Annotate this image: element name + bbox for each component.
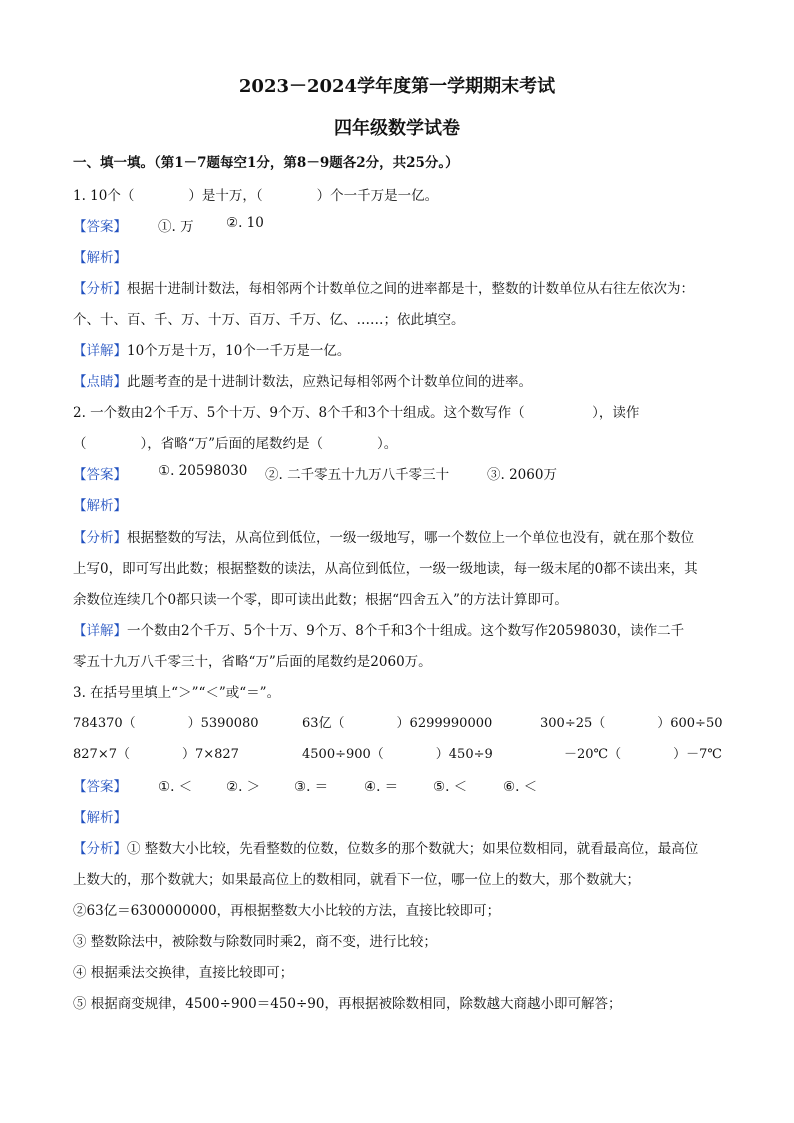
- q3-item-6: －20℃（ ）－7℃: [564, 747, 722, 762]
- q2-question-line1: 2. 一个数由2个千万、5个十万、9个万、8个千和3个十组成。这个数写作（ ），读作: [73, 405, 640, 421]
- q2-fenxi-line2: 上写0，即可写出此数；根据整数的读法，从高位到低位，一级一级地读，每一级末尾的0都不读出来，其: [73, 561, 698, 577]
- q2-xiangjie-line2: 零五十九万八千零三十，省略“万”后面的尾数约是2060万。: [73, 654, 432, 670]
- q1-fenxi-line1: [73, 277, 694, 297]
- q3-fenxi-line4: ③ 整数除法中，被除数与除数同时乘2，商不变，进行比较；: [73, 934, 437, 950]
- xiangjie-tag: 【详解】: [73, 623, 127, 639]
- q3-item-5: 4500÷900（ ）450÷9: [302, 747, 493, 762]
- q3-item-4: 827×7（ ）7×827: [73, 747, 239, 762]
- q3-question: 3. 在括号里填上“＞”“＜”或“＝”。: [73, 685, 281, 701]
- q1-analysis-tag: 【解析】: [73, 250, 127, 266]
- dianjing-tag: 【点睛】: [73, 374, 127, 390]
- q2-answer-1: ①. 20598030: [158, 463, 248, 479]
- q3-fenxi-line5: ④ 根据乘法交换律，直接比较即可；: [73, 965, 294, 981]
- q1-fenxi-text1: 根据十进制计数法，每相邻两个计数单位之间的进率都是十，整数的计数单位从右往左依次为：: [127, 281, 694, 297]
- q1-dianjing-text: 此题考查的是十进制计数法，应熟记每相邻两个计数单位间的进率。: [127, 374, 532, 390]
- q3-answer-2: ②. ＞: [226, 779, 261, 795]
- q3-answer-1: ①. ＜: [158, 779, 193, 795]
- fenxi-tag: 【分析】: [73, 841, 127, 857]
- q3-answer-5: ⑤. ＜: [433, 779, 468, 795]
- q3-answer-3: ③. ＝: [294, 779, 329, 795]
- q3-fenxi-line1: [73, 837, 698, 857]
- q3-fenxi-line2: 上数大的，那个数就大；如果最高位上的数相同，就看下一位，哪一位上的数大，那个数就大；: [73, 872, 640, 888]
- section-heading: 一、填一填。（第1－7题每空1分，第8－9题各2分，共25分。）: [73, 155, 459, 171]
- q3-fenxi-text1: ① 整数大小比较，先看整数的位数，位数多的那个数就大；如果位数相同，就看最高位，最高位: [127, 841, 699, 857]
- q2-question-line2: （ ），省略“万”后面的尾数约是（ ）。: [73, 436, 398, 452]
- q3-item-2: 63亿（ ）6299990000: [302, 716, 493, 731]
- q2-analysis-tag: 【解析】: [73, 498, 127, 514]
- q1-xiangjie: [73, 339, 350, 359]
- xiangjie-tag: 【详解】: [73, 343, 127, 359]
- q1-dianjing: [73, 370, 532, 390]
- exam-subtitle: 四年级数学试卷: [334, 118, 460, 139]
- q1-fenxi-line2: 个、十、百、千、万、十万、百万、千万、亿、……；依此填空。: [73, 312, 465, 328]
- q2-answer-2: ②. 二千零五十九万八千零三十: [265, 467, 450, 483]
- q2-answer-3: ③. 2060万: [487, 467, 557, 483]
- q3-fenxi-line3: ②63亿＝6300000000，再根据整数大小比较的方法，直接比较即可；: [73, 903, 501, 919]
- q1-answer-1: ①. 万: [158, 219, 194, 235]
- q2-fenxi-line3: 余数位连续几个0都只读一个零，即可读出此数；根据“四舍五入”的方法计算即可。: [73, 592, 568, 608]
- fenxi-tag: 【分析】: [73, 281, 127, 297]
- q2-fenxi-text1: 根据整数的写法，从高位到低位，一级一级地写，哪一个数位上一个单位也没有，就在那个数位: [127, 530, 694, 546]
- q1-answer-2: ②. 10: [226, 215, 264, 231]
- q2-xiangjie-line1: [73, 619, 684, 639]
- q1-xiangjie-text: 10个万是十万，10个一千万是一亿。: [127, 343, 351, 359]
- q3-item-3: 300÷25（ ）600÷50: [540, 716, 723, 731]
- q2-xiangjie-text1: 一个数由2个千万、5个十万、9个万、8个千和3个十组成。这个数写作20598030，读作二千: [127, 623, 685, 639]
- q3-answer-6: ⑥. ＜: [503, 779, 538, 795]
- q2-fenxi-line1: [73, 526, 694, 546]
- exam-title: 2023－2024学年度第一学期期末考试: [238, 76, 556, 97]
- q3-item-1: 784370（ ）5390080: [73, 716, 259, 731]
- q3-analysis-tag: 【解析】: [73, 810, 127, 826]
- q3-answer-4: ④. ＝: [364, 779, 399, 795]
- q3-answer-tag: 【答案】: [73, 779, 127, 795]
- q1-question: 1. 10个（ ）是十万，（ ）个一千万是一亿。: [73, 188, 439, 204]
- q3-fenxi-line6: ⑤ 根据商变规律，4500÷900＝450÷90，再根据被除数相同，除数越大商越小即可解答；: [73, 996, 622, 1012]
- fenxi-tag: 【分析】: [73, 530, 127, 546]
- q1-answer-tag: 【答案】: [73, 219, 127, 235]
- q2-answer-tag: 【答案】: [73, 467, 127, 483]
